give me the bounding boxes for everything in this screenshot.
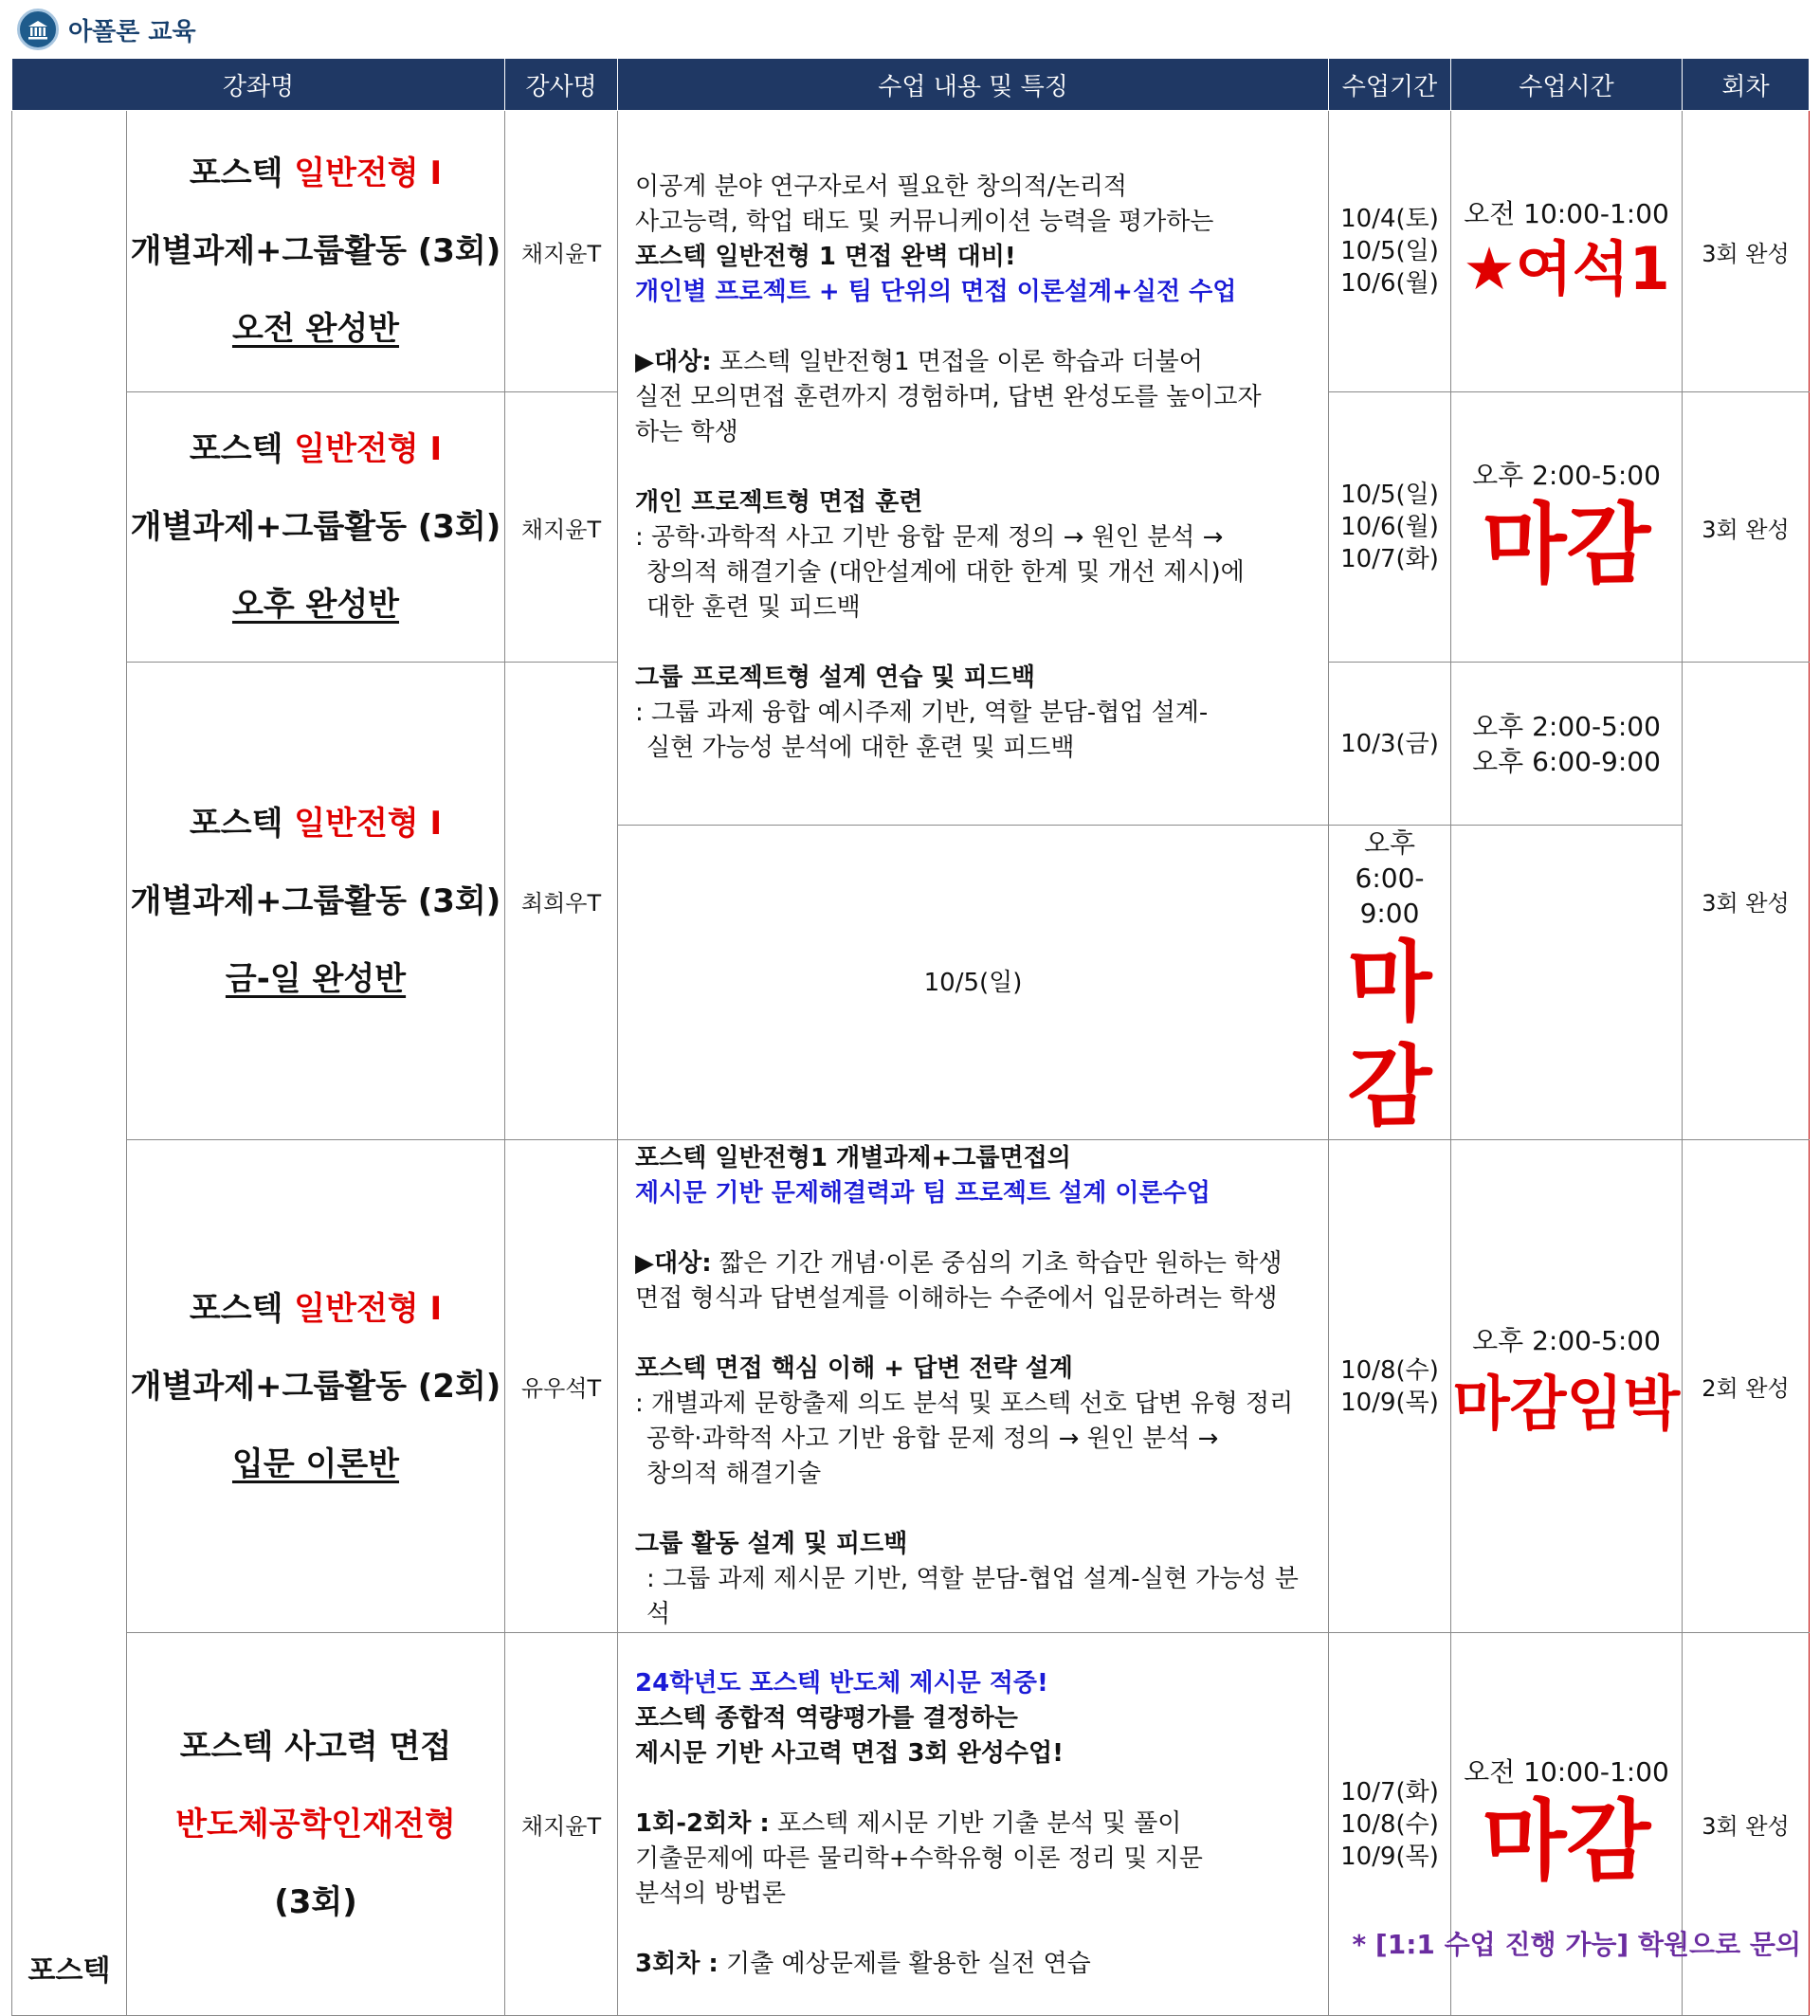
- course-class: 입문 이론반: [231, 1444, 400, 1483]
- teacher-cell: 최희우T: [505, 663, 618, 1140]
- period-cell: 10/7(화) 10/8(수) 10/9(목): [1329, 1633, 1451, 2016]
- rounds-cell: 3회 완성: [1683, 111, 1810, 392]
- course-subtitle: 개별과제+그룹활동 (2회): [130, 1367, 501, 1406]
- status-badge: 마감: [1482, 1790, 1651, 1892]
- schedule-table: [11, 58, 1810, 2016]
- brand: [17, 8, 196, 51]
- course-subtitle: 개별과제+그룹활동 (3회): [130, 232, 501, 270]
- header-time: 수업시간: [1451, 59, 1683, 111]
- period-cell: 10/3(금): [1329, 663, 1451, 826]
- header-content: 수업 내용 및 특징: [618, 59, 1329, 111]
- description-cell: 이공계 분야 연구자로서 필요한 창의적/논리적 사고능력, 학업 태도 및 커뮤니케이션 능력을 평가하는 포스텍 일반전형 1 면접 완벽 대비! 개인별 프로젝트 + 팀 단위의 면접 이론설계+실전 수업 ▶대상: 포스텍 일반전형1 면접을 이론 학습과 더불어 실전 모의면접 훈련까지 경험하며, 답변 완성도를 높이고자 하는 학생 개인 프로젝트형 면접 훈련 : 공학·과학적 사고 기반 융합 문제 정의 → 원인 분석 → 창의적 해결기술 (대안설계에 대한 한계 및 개선 제시)에 대한 훈련 및 피드백 그룹 프로젝트형 설계 연습 및 피드백 : 그룹 과제 융합 예시주제 기반, 역할 분담-협업 설계- 실현 가능성 분석에 대한 훈련 및 피드백: [618, 111, 1329, 826]
- header-row: [12, 59, 1810, 111]
- period-cell: 10/5(일): [618, 826, 1329, 1140]
- time-cell: 오후 6:00-9:00 마감: [1329, 826, 1451, 1140]
- course-title: 포스텍 사고력 면접: [179, 1727, 452, 1766]
- course-cell: [127, 1633, 505, 2016]
- footer-note: * [1:1 수업 진행 가능] 학원으로 문의: [1352, 1929, 1801, 1960]
- teacher-cell: 채지윤T: [505, 1633, 618, 2016]
- description-cell: 포스텍 일반전형1 개별과제+그룹면접의 제시문 기반 문제해결력과 팀 프로젝트 설계 이론수업 ▶대상: 짧은 기간 개념·이론 중심의 기초 학습만 원하는 학생 면접 형식과 답변설계를 이해하는 수준에서 입문하려는 학생 포스텍 면접 핵심 이해 + 답변 전략 설계 : 개별과제 문항출제 의도 분석 및 포스텍 선호 답변 유형 정리 공학·과학적 사고 기반 융합 문제 정의 → 원인 분석 → 창의적 해결기술 그룹 활동 설계 및 피드백 : 그룹 과제 제시문 기반, 역할 분담-협업 설계-실현 가능성 분석: [618, 1140, 1329, 1633]
- course-title: 포스텍 일반전형 I: [189, 804, 443, 843]
- header-teacher: 강사명: [505, 59, 618, 111]
- status-badge: 마감임박: [1452, 1369, 1681, 1438]
- course-class: 오전 완성반: [231, 310, 400, 348]
- period-cell: 10/4(토) 10/5(일) 10/6(월): [1329, 111, 1451, 392]
- teacher-cell: 채지윤T: [505, 111, 618, 392]
- teacher-cell: 채지윤T: [505, 392, 618, 663]
- course-subtitle: 반도체공학인재전형: [175, 1805, 456, 1843]
- status-badge: 마감: [1347, 932, 1432, 1137]
- course-cell: [127, 392, 505, 663]
- course-class: 오후 완성반: [231, 586, 400, 624]
- teacher-cell: 유우석T: [505, 1140, 618, 1633]
- period-cell: 10/5(일) 10/6(월) 10/7(화): [1329, 392, 1451, 663]
- academy-seal-icon: [17, 9, 59, 50]
- table-row: [12, 1140, 1810, 1633]
- time-cell: 오후 2:00-5:00 오후 6:00-9:00: [1451, 663, 1683, 826]
- brand-name: 아폴론 교육: [68, 17, 196, 46]
- time-cell: 오전 10:00-1:00 마감: [1451, 1633, 1683, 2016]
- course-cell: [127, 111, 505, 392]
- header-period: 수업기간: [1329, 59, 1451, 111]
- rounds-cell: 3회 완성: [1683, 392, 1810, 663]
- category-cell: 포스텍: [12, 111, 127, 2016]
- course-cell: [127, 663, 505, 1140]
- course-class: 금-일 완성반: [225, 959, 407, 998]
- course-title: 포스텍 일반전형 I: [189, 1289, 443, 1328]
- time-cell: 오후 2:00-5:00 마감임박: [1451, 1140, 1683, 1633]
- course-class: (3회): [274, 1882, 357, 1921]
- rounds-cell: 3회 완성: [1683, 663, 1810, 1140]
- header-course: 강좌명: [12, 59, 505, 111]
- time-cell: 오전 10:00-1:00 ★여석1: [1451, 111, 1683, 392]
- course-cell: [127, 1140, 505, 1633]
- course-subtitle: 개별과제+그룹활동 (3회): [130, 881, 501, 920]
- period-cell: 10/8(수) 10/9(목): [1329, 1140, 1451, 1633]
- status-badge: ★여석1: [1463, 233, 1670, 303]
- header-rounds: 회차: [1683, 59, 1810, 111]
- time-cell: 오후 2:00-5:00 마감: [1451, 392, 1683, 663]
- course-title: 포스텍 일반전형 I: [189, 430, 443, 468]
- table-row: [12, 111, 1810, 392]
- rounds-cell: 2회 완성: [1683, 1140, 1810, 1633]
- course-subtitle: 개별과제+그룹활동 (3회): [130, 508, 501, 546]
- status-badge: 마감: [1482, 493, 1651, 595]
- description-cell: 24학년도 포스텍 반도체 제시문 적중! 포스텍 종합적 역량평가를 결정하는 제시문 기반 사고력 면접 3회 완성수업! 1회-2회차 : 포스텍 제시문 기반 기출 분석 및 풀이 기출문제에 따른 물리학+수학유형 이론 정리 및 지문 분석의 방법론 3회차 : 기출 예상문제를 활용한 실전 연습: [618, 1633, 1329, 2016]
- rounds-cell: 3회 완성: [1683, 1633, 1810, 2016]
- course-title: 포스텍 일반전형 I: [189, 154, 443, 192]
